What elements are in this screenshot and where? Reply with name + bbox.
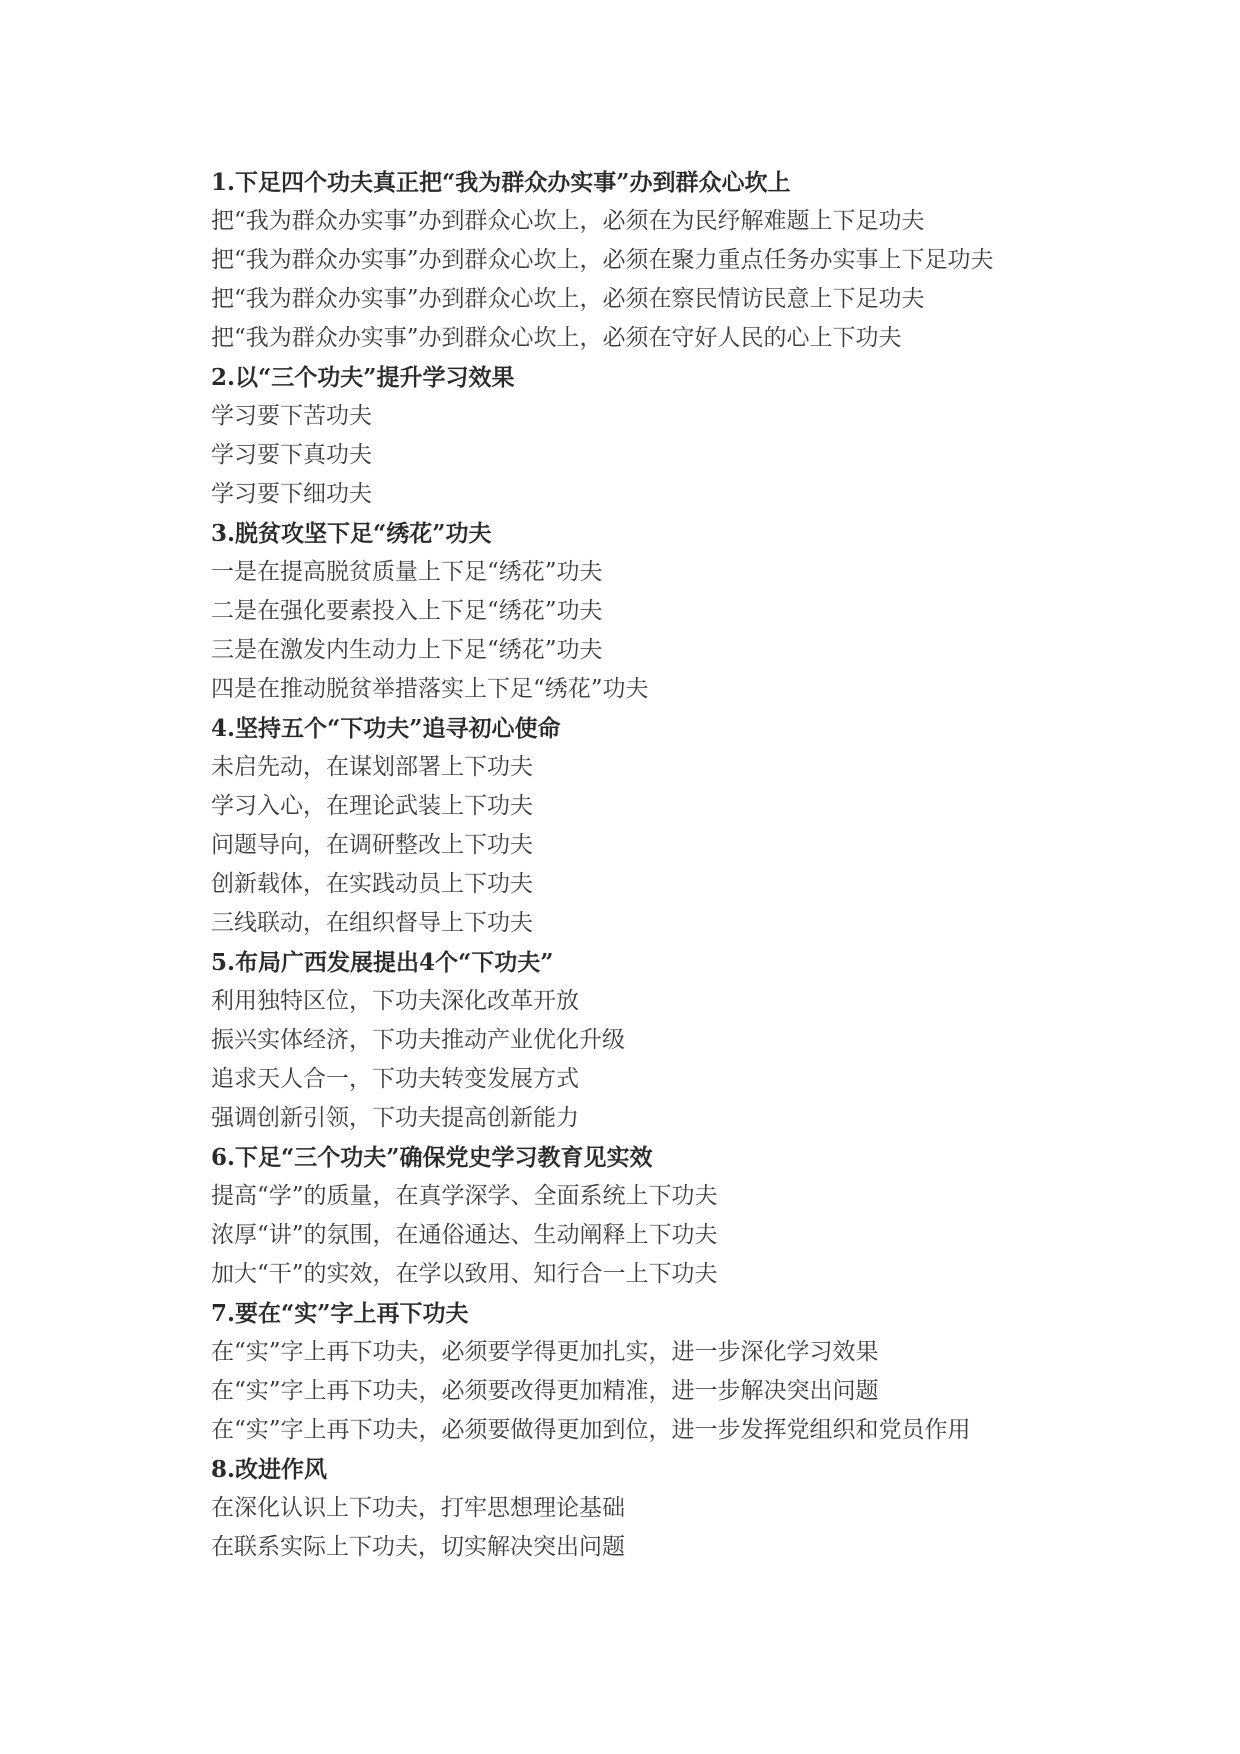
- section-line: 三是在激发内生动力上下足“绣花”功夫: [211, 637, 603, 663]
- section-heading: 4.坚持五个“下功夫”追寻初心使命: [211, 715, 561, 742]
- section-line: 创新载体，在实践动员上下功夫: [211, 871, 533, 897]
- section-line: 二是在强化要素投入上下足“绣花”功夫: [211, 598, 603, 624]
- section-line: 把“我为群众办实事”办到群众心坎上，必须在聚力重点任务办实事上下足功夫: [211, 247, 994, 273]
- section-line: 学习要下苦功夫: [211, 403, 372, 429]
- section-3: [211, 514, 1211, 709]
- section-line: 在联系实际上下功夫，切实解决突出问题: [211, 1534, 625, 1560]
- section-line: 在“实”字上再下功夫，必须要学得更加扎实，进一步深化学习效果: [211, 1339, 879, 1365]
- section-line: 在“实”字上再下功夫，必须要做得更加到位，进一步发挥党组织和党员作用: [211, 1417, 971, 1443]
- section-line: 强调创新引领，下功夫提高创新能力: [211, 1105, 579, 1131]
- section-heading: 5.布局广西发展提出4个“下功夫”: [211, 949, 554, 976]
- section-heading: 1.下足四个功夫真正把“我为群众办实事”办到群众心坎上: [211, 169, 791, 196]
- section-heading: 2.以“三个功夫”提升学习效果: [211, 364, 515, 391]
- section-line: 加大“干”的实效，在学以致用、知行合一上下功夫: [211, 1261, 718, 1287]
- section-line: 学习要下细功夫: [211, 481, 372, 507]
- section-2: [211, 358, 1211, 514]
- section-line: 浓厚“讲”的氛围，在通俗通达、生动阐释上下功夫: [211, 1222, 718, 1248]
- section-heading: 8.改进作风: [211, 1456, 328, 1483]
- section-heading: 6.下足“三个功夫”确保党史学习教育见实效: [211, 1144, 653, 1171]
- section-line: 在深化认识上下功夫，打牢思想理论基础: [211, 1495, 625, 1521]
- document-body: [211, 163, 1211, 1567]
- section-7: [211, 1294, 1211, 1450]
- section-line: 把“我为群众办实事”办到群众心坎上，必须在守好人民的心上下功夫: [211, 325, 902, 351]
- section-8: [211, 1450, 1211, 1567]
- section-line: 问题导向，在调研整改上下功夫: [211, 832, 533, 858]
- section-4: [211, 709, 1211, 943]
- section-1: [211, 163, 1211, 358]
- section-6: [211, 1138, 1211, 1294]
- section-line: 把“我为群众办实事”办到群众心坎上，必须在为民纾解难题上下足功夫: [211, 208, 925, 234]
- section-line: 一是在提高脱贫质量上下足“绣花”功夫: [211, 559, 603, 585]
- section-line: 利用独特区位，下功夫深化改革开放: [211, 988, 579, 1014]
- section-line: 在“实”字上再下功夫，必须要改得更加精准，进一步解决突出问题: [211, 1378, 879, 1404]
- section-line: 三线联动，在组织督导上下功夫: [211, 910, 533, 936]
- section-line: 四是在推动脱贫举措落实上下足“绣花”功夫: [211, 676, 649, 702]
- section-line: 提高“学”的质量，在真学深学、全面系统上下功夫: [211, 1183, 718, 1209]
- section-heading: 7.要在“实”字上再下功夫: [211, 1300, 469, 1327]
- section-line: 振兴实体经济，下功夫推动产业优化升级: [211, 1027, 625, 1053]
- section-5: [211, 943, 1211, 1138]
- section-line: 学习入心，在理论武装上下功夫: [211, 793, 533, 819]
- section-line: 未启先动，在谋划部署上下功夫: [211, 754, 533, 780]
- section-line: 追求天人合一，下功夫转变发展方式: [211, 1066, 579, 1092]
- section-line: 把“我为群众办实事”办到群众心坎上，必须在察民情访民意上下足功夫: [211, 286, 925, 312]
- section-heading: 3.脱贫攻坚下足“绣花”功夫: [211, 520, 492, 547]
- section-line: 学习要下真功夫: [211, 442, 372, 468]
